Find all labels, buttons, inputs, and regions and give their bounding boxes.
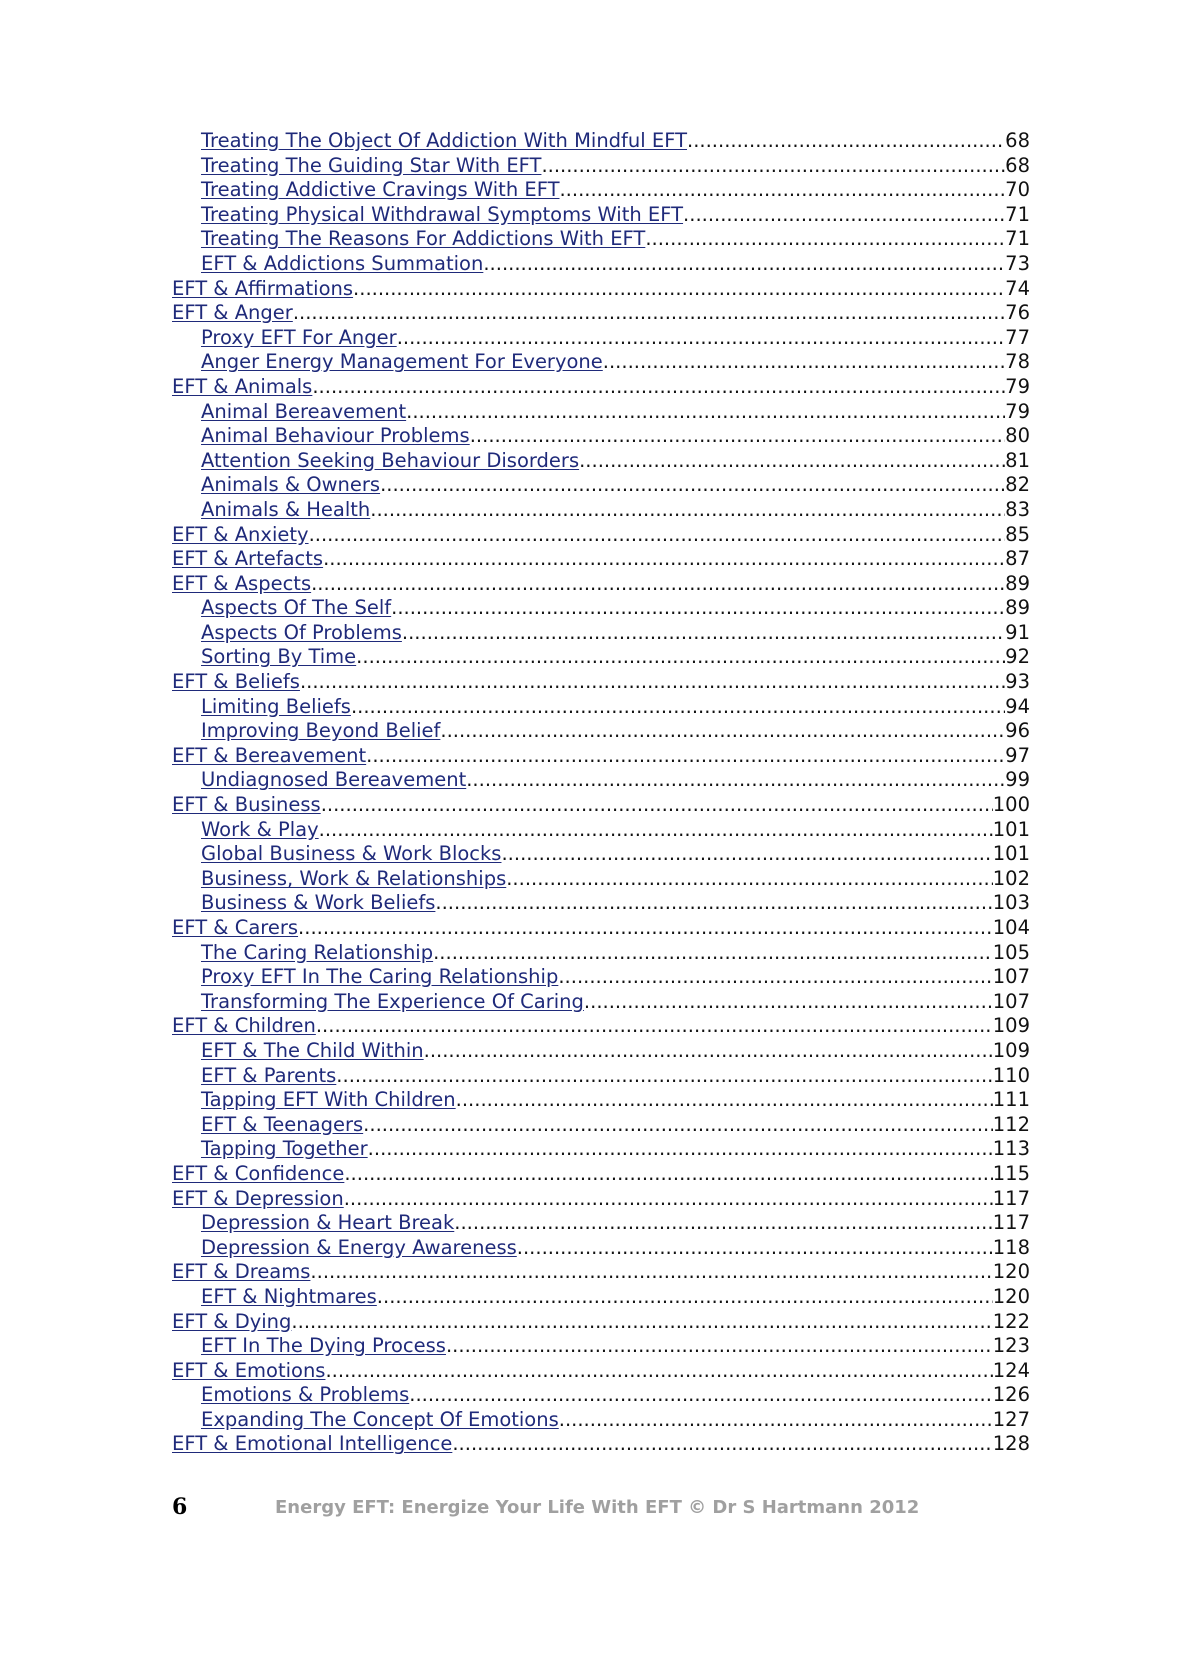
dot-leader bbox=[309, 523, 1006, 548]
toc-entry-link[interactable]: EFT & Affirmations bbox=[172, 276, 354, 300]
toc-page-number: 104 bbox=[992, 916, 1030, 939]
toc-entry[interactable] bbox=[172, 645, 1030, 670]
toc-page-number: 126 bbox=[992, 1383, 1030, 1407]
toc-entry[interactable] bbox=[172, 621, 1030, 646]
toc-entry-link[interactable]: EFT & Dying bbox=[172, 1309, 292, 1333]
toc-page-number: 91 bbox=[1005, 620, 1030, 644]
toc-entry[interactable] bbox=[172, 326, 1030, 351]
toc-entry[interactable] bbox=[172, 842, 1030, 867]
toc-entry[interactable] bbox=[172, 916, 1030, 941]
toc-entry[interactable] bbox=[172, 941, 1030, 966]
dot-leader bbox=[559, 1408, 993, 1433]
toc-entry[interactable] bbox=[172, 252, 1030, 277]
dot-leader bbox=[435, 891, 992, 916]
toc-entry-link[interactable]: Treating Physical Withdrawal Symptoms With EFT bbox=[201, 202, 684, 226]
toc-entry-link[interactable]: EFT & Anxiety bbox=[172, 522, 309, 546]
toc-entry[interactable] bbox=[172, 350, 1030, 375]
toc-entry-link[interactable]: Undiagnosed Bereavement bbox=[201, 768, 467, 792]
toc-page-number: 122 bbox=[992, 1309, 1030, 1333]
dot-leader bbox=[409, 1383, 993, 1408]
toc-page-number: 92 bbox=[1005, 645, 1030, 669]
dot-leader bbox=[356, 645, 1005, 670]
toc-entry[interactable] bbox=[172, 596, 1030, 621]
toc-entry-link[interactable]: Global Business & Work Blocks bbox=[201, 842, 502, 866]
toc-entry-link[interactable]: Treating Addictive Cravings With EFT bbox=[201, 178, 560, 202]
toc-page-number: 70 bbox=[1005, 178, 1030, 202]
dot-leader bbox=[353, 277, 1005, 302]
dot-leader bbox=[363, 1113, 993, 1138]
toc-entry-link[interactable]: EFT & Animals bbox=[172, 374, 313, 398]
dot-leader bbox=[501, 842, 992, 867]
toc-page-number: 80 bbox=[1005, 424, 1030, 448]
toc-entry[interactable] bbox=[172, 178, 1030, 203]
toc-entry[interactable] bbox=[172, 301, 1030, 326]
toc-page-number: 117 bbox=[992, 1186, 1030, 1210]
dot-leader bbox=[506, 867, 993, 892]
toc-entry-link[interactable]: EFT & Depression bbox=[172, 1186, 344, 1210]
dot-leader bbox=[323, 547, 1005, 572]
toc-entry-link[interactable]: EFT & Confidence bbox=[172, 1161, 345, 1185]
dot-leader bbox=[325, 1359, 992, 1384]
toc-page-number: 89 bbox=[1005, 571, 1030, 595]
toc-entry[interactable] bbox=[172, 891, 1030, 916]
dot-leader bbox=[456, 1088, 993, 1113]
page-footer bbox=[172, 1494, 1072, 1524]
dot-leader bbox=[470, 424, 1005, 449]
toc-page-number: 71 bbox=[1005, 227, 1030, 251]
toc-entry-link[interactable]: EFT & Artefacts bbox=[172, 547, 324, 571]
toc-entry-link[interactable]: Improving Beyond Belief bbox=[201, 719, 441, 743]
toc-entry[interactable] bbox=[172, 1383, 1030, 1408]
toc-page-number: 112 bbox=[992, 1112, 1030, 1136]
toc-page-number: 105 bbox=[992, 940, 1030, 964]
toc-page-number: 127 bbox=[992, 1407, 1030, 1431]
dot-leader bbox=[402, 621, 1005, 646]
toc-entry-link[interactable]: Animals & Health bbox=[201, 497, 371, 521]
toc-entry[interactable] bbox=[172, 1039, 1030, 1064]
toc-entry-link[interactable]: Treating The Reasons For Addictions With EFT bbox=[201, 227, 646, 251]
toc-page-number: 102 bbox=[992, 866, 1030, 890]
toc-page-number: 73 bbox=[1005, 251, 1030, 275]
dot-leader bbox=[291, 1310, 992, 1335]
dot-leader bbox=[406, 400, 1005, 425]
toc-page-number: 82 bbox=[1005, 473, 1030, 497]
toc-page-number: 120 bbox=[992, 1284, 1030, 1308]
toc-page-number: 107 bbox=[992, 965, 1030, 989]
toc-entry-link[interactable]: Aspects Of The Self bbox=[201, 596, 392, 620]
toc-page-number: 101 bbox=[992, 842, 1030, 866]
toc-page-number: 77 bbox=[1005, 325, 1030, 349]
toc-entry[interactable] bbox=[172, 1014, 1030, 1039]
toc-page-number: 81 bbox=[1005, 448, 1030, 472]
toc-entry[interactable] bbox=[172, 1088, 1030, 1113]
toc-page-number: 128 bbox=[992, 1432, 1030, 1456]
dot-leader bbox=[687, 129, 1005, 154]
toc-page-number: 124 bbox=[992, 1358, 1030, 1382]
toc-entry-link[interactable]: Tapping EFT With Children bbox=[201, 1088, 456, 1112]
toc-entry-link[interactable]: EFT & Anger bbox=[172, 301, 293, 325]
toc-entry[interactable] bbox=[172, 1408, 1030, 1433]
toc-page-number: 101 bbox=[992, 817, 1030, 841]
toc-page-number: 117 bbox=[992, 1211, 1030, 1235]
toc-page-number: 110 bbox=[992, 1063, 1030, 1087]
dot-leader bbox=[319, 818, 993, 843]
toc-entry-link[interactable]: Business & Work Beliefs bbox=[201, 891, 436, 915]
dot-leader bbox=[293, 301, 1005, 326]
toc-entry[interactable] bbox=[172, 1432, 1030, 1457]
toc-entry-link[interactable]: Aspects Of Problems bbox=[201, 620, 402, 644]
dot-leader bbox=[559, 178, 1005, 203]
toc-entry-link[interactable]: EFT & The Child Within bbox=[201, 1038, 424, 1062]
toc-page-number: 68 bbox=[1005, 129, 1030, 152]
toc-entry[interactable] bbox=[172, 670, 1030, 695]
dot-leader bbox=[645, 227, 1005, 252]
table-of-contents bbox=[172, 129, 1030, 1457]
toc-entry-link[interactable]: EFT & Beliefs bbox=[172, 670, 300, 694]
toc-entry-link[interactable]: Emotions & Problems bbox=[201, 1383, 410, 1407]
toc-entry-link[interactable]: Transforming The Experience Of Caring bbox=[201, 989, 584, 1013]
toc-entry[interactable] bbox=[172, 1187, 1030, 1212]
dot-leader bbox=[312, 375, 1005, 400]
toc-entry-link[interactable]: EFT & Business bbox=[172, 793, 321, 817]
toc-page-number: 118 bbox=[992, 1235, 1030, 1259]
toc-entry-link[interactable]: Anger Energy Management For Everyone bbox=[201, 350, 603, 374]
toc-entry-link[interactable]: EFT & Nightmares bbox=[201, 1284, 377, 1308]
toc-entry-link[interactable]: EFT & Emotional Intelligence bbox=[172, 1432, 453, 1456]
toc-page-number: 79 bbox=[1005, 374, 1030, 398]
toc-entry[interactable] bbox=[172, 129, 1030, 154]
toc-entry-link[interactable]: Sorting By Time bbox=[201, 645, 357, 669]
toc-entry-link[interactable]: Proxy EFT For Anger bbox=[201, 325, 397, 349]
toc-entry[interactable] bbox=[172, 695, 1030, 720]
toc-page-number: 71 bbox=[1005, 202, 1030, 226]
dot-leader bbox=[584, 990, 993, 1015]
toc-entry[interactable] bbox=[172, 1260, 1030, 1285]
dot-leader bbox=[397, 326, 1005, 351]
toc-entry-link[interactable]: EFT & Carers bbox=[172, 916, 299, 939]
toc-entry-link[interactable]: EFT & Aspects bbox=[172, 571, 312, 595]
toc-entry-link[interactable]: The Caring Relationship bbox=[201, 940, 434, 964]
toc-entry[interactable] bbox=[172, 793, 1030, 818]
toc-entry[interactable] bbox=[172, 965, 1030, 990]
toc-entry-link[interactable]: EFT & Teenagers bbox=[201, 1112, 364, 1136]
toc-page-number: 79 bbox=[1005, 399, 1030, 423]
dot-leader bbox=[433, 941, 993, 966]
toc-page-number: 89 bbox=[1005, 596, 1030, 620]
toc-entry-link[interactable]: Attention Seeking Behaviour Disorders bbox=[201, 448, 580, 472]
dot-leader bbox=[380, 473, 1005, 498]
toc-entry-link[interactable]: Work & Play bbox=[201, 817, 319, 841]
toc-page-number: 85 bbox=[1005, 522, 1030, 546]
toc-page-number: 99 bbox=[1005, 768, 1030, 792]
dot-leader bbox=[603, 350, 1005, 375]
toc-entry-link[interactable]: EFT & Dreams bbox=[172, 1260, 311, 1284]
toc-entry[interactable] bbox=[172, 523, 1030, 548]
toc-page-number: 94 bbox=[1005, 694, 1030, 718]
dot-leader bbox=[351, 695, 1005, 720]
toc-entry-link[interactable]: EFT & Bereavement bbox=[172, 743, 367, 767]
toc-entry[interactable] bbox=[172, 1236, 1030, 1261]
toc-entry[interactable] bbox=[172, 867, 1030, 892]
dot-leader bbox=[579, 449, 1005, 474]
toc-entry-link[interactable]: Business, Work & Relationships bbox=[201, 866, 507, 890]
dot-leader bbox=[391, 596, 1005, 621]
toc-entry[interactable] bbox=[172, 1334, 1030, 1359]
toc-page-number: 97 bbox=[1005, 743, 1030, 767]
dot-leader bbox=[300, 670, 1005, 695]
toc-entry[interactable] bbox=[172, 449, 1030, 474]
toc-entry-link[interactable]: EFT & Emotions bbox=[172, 1358, 326, 1382]
dot-leader bbox=[517, 1236, 993, 1261]
toc-entry-link[interactable]: EFT & Addictions Summation bbox=[201, 251, 484, 275]
toc-entry[interactable] bbox=[172, 990, 1030, 1015]
toc-entry[interactable] bbox=[172, 424, 1030, 449]
toc-page-number: 87 bbox=[1005, 547, 1030, 571]
toc-entry[interactable] bbox=[172, 1162, 1030, 1187]
dot-leader bbox=[336, 1064, 992, 1089]
dot-leader bbox=[377, 1285, 993, 1310]
page-number: 6 bbox=[172, 1494, 188, 1520]
dot-leader bbox=[558, 965, 992, 990]
toc-page-number: 107 bbox=[992, 989, 1030, 1013]
toc-entry[interactable] bbox=[172, 498, 1030, 523]
toc-entry[interactable] bbox=[172, 744, 1030, 769]
toc-entry[interactable] bbox=[172, 154, 1030, 179]
toc-entry-link[interactable]: Tapping Together bbox=[201, 1137, 368, 1161]
toc-page-number: 100 bbox=[992, 793, 1030, 817]
dot-leader bbox=[446, 1334, 993, 1359]
toc-entry-link[interactable]: Animal Behaviour Problems bbox=[201, 424, 470, 448]
toc-entry-link[interactable]: Animal Bereavement bbox=[201, 399, 407, 423]
dot-leader bbox=[541, 154, 1005, 179]
dot-leader bbox=[321, 793, 993, 818]
toc-page-number: 78 bbox=[1005, 350, 1030, 374]
toc-entry-link[interactable]: EFT & Children bbox=[172, 1014, 316, 1038]
toc-entry-link[interactable]: EFT In The Dying Process bbox=[201, 1334, 446, 1358]
toc-entry-link[interactable]: Treating The Object Of Addiction With Mindful EFT bbox=[201, 129, 688, 152]
toc-page-number: 120 bbox=[992, 1260, 1030, 1284]
toc-page-number: 93 bbox=[1005, 670, 1030, 694]
dot-leader bbox=[483, 252, 1005, 277]
toc-entry-link[interactable]: Depression & Heart Break bbox=[201, 1211, 455, 1235]
dot-leader bbox=[683, 203, 1005, 228]
toc-page-number: 68 bbox=[1005, 153, 1030, 177]
dot-leader bbox=[424, 1039, 993, 1064]
dot-leader bbox=[368, 1137, 993, 1162]
toc-page-number: 96 bbox=[1005, 719, 1030, 743]
footer-text: Energy EFT: Energize Your Life With EFT © Dr S Hartmann 2012 bbox=[275, 1497, 920, 1518]
toc-entry-link[interactable]: Expanding The Concept Of Emotions bbox=[201, 1407, 559, 1431]
toc-entry[interactable] bbox=[172, 1359, 1030, 1384]
toc-page-number: 113 bbox=[992, 1137, 1030, 1161]
toc-entry[interactable] bbox=[172, 203, 1030, 228]
toc-entry[interactable] bbox=[172, 1137, 1030, 1162]
toc-entry[interactable] bbox=[172, 227, 1030, 252]
toc-page-number: 103 bbox=[992, 891, 1030, 915]
toc-entry[interactable] bbox=[172, 473, 1030, 498]
toc-page-number: 83 bbox=[1005, 497, 1030, 521]
toc-entry[interactable] bbox=[172, 572, 1030, 597]
dot-leader bbox=[366, 744, 1005, 769]
toc-entry[interactable] bbox=[172, 818, 1030, 843]
toc-page-number: 76 bbox=[1005, 301, 1030, 325]
toc-entry[interactable] bbox=[172, 375, 1030, 400]
toc-entry[interactable] bbox=[172, 1285, 1030, 1310]
toc-page-number: 115 bbox=[992, 1161, 1030, 1185]
toc-page-number: 111 bbox=[992, 1088, 1030, 1112]
dot-leader bbox=[310, 1260, 992, 1285]
toc-page-number: 74 bbox=[1005, 276, 1030, 300]
toc-entry[interactable] bbox=[172, 547, 1030, 572]
toc-entry[interactable] bbox=[172, 277, 1030, 302]
dot-leader bbox=[452, 1432, 992, 1457]
toc-entry-link[interactable]: EFT & Parents bbox=[201, 1063, 337, 1087]
toc-entry[interactable] bbox=[172, 1113, 1030, 1138]
dot-leader bbox=[440, 719, 1005, 744]
toc-entry-link[interactable]: Animals & Owners bbox=[201, 473, 381, 497]
dot-leader bbox=[370, 498, 1005, 523]
toc-entry-link[interactable]: Proxy EFT In The Caring Relationship bbox=[201, 965, 559, 989]
toc-entry[interactable] bbox=[172, 1310, 1030, 1335]
toc-entry-link[interactable]: Treating The Guiding Star With EFT bbox=[201, 153, 542, 177]
dot-leader bbox=[311, 572, 1005, 597]
toc-page-number: 109 bbox=[992, 1014, 1030, 1038]
dot-leader bbox=[344, 1162, 992, 1187]
toc-entry[interactable] bbox=[172, 1211, 1030, 1236]
toc-entry-link[interactable]: Limiting Beliefs bbox=[201, 694, 351, 718]
dot-leader bbox=[466, 768, 1005, 793]
toc-page-number: 109 bbox=[992, 1038, 1030, 1062]
toc-page-number: 123 bbox=[992, 1334, 1030, 1358]
toc-entry-link[interactable]: Depression & Energy Awareness bbox=[201, 1235, 517, 1259]
toc-entry[interactable] bbox=[172, 1064, 1030, 1089]
dot-leader bbox=[454, 1211, 992, 1236]
dot-leader bbox=[344, 1187, 993, 1212]
dot-leader bbox=[298, 916, 993, 941]
toc-entry[interactable] bbox=[172, 719, 1030, 744]
toc-entry[interactable] bbox=[172, 400, 1030, 425]
toc-entry[interactable] bbox=[172, 768, 1030, 793]
dot-leader bbox=[316, 1014, 993, 1039]
